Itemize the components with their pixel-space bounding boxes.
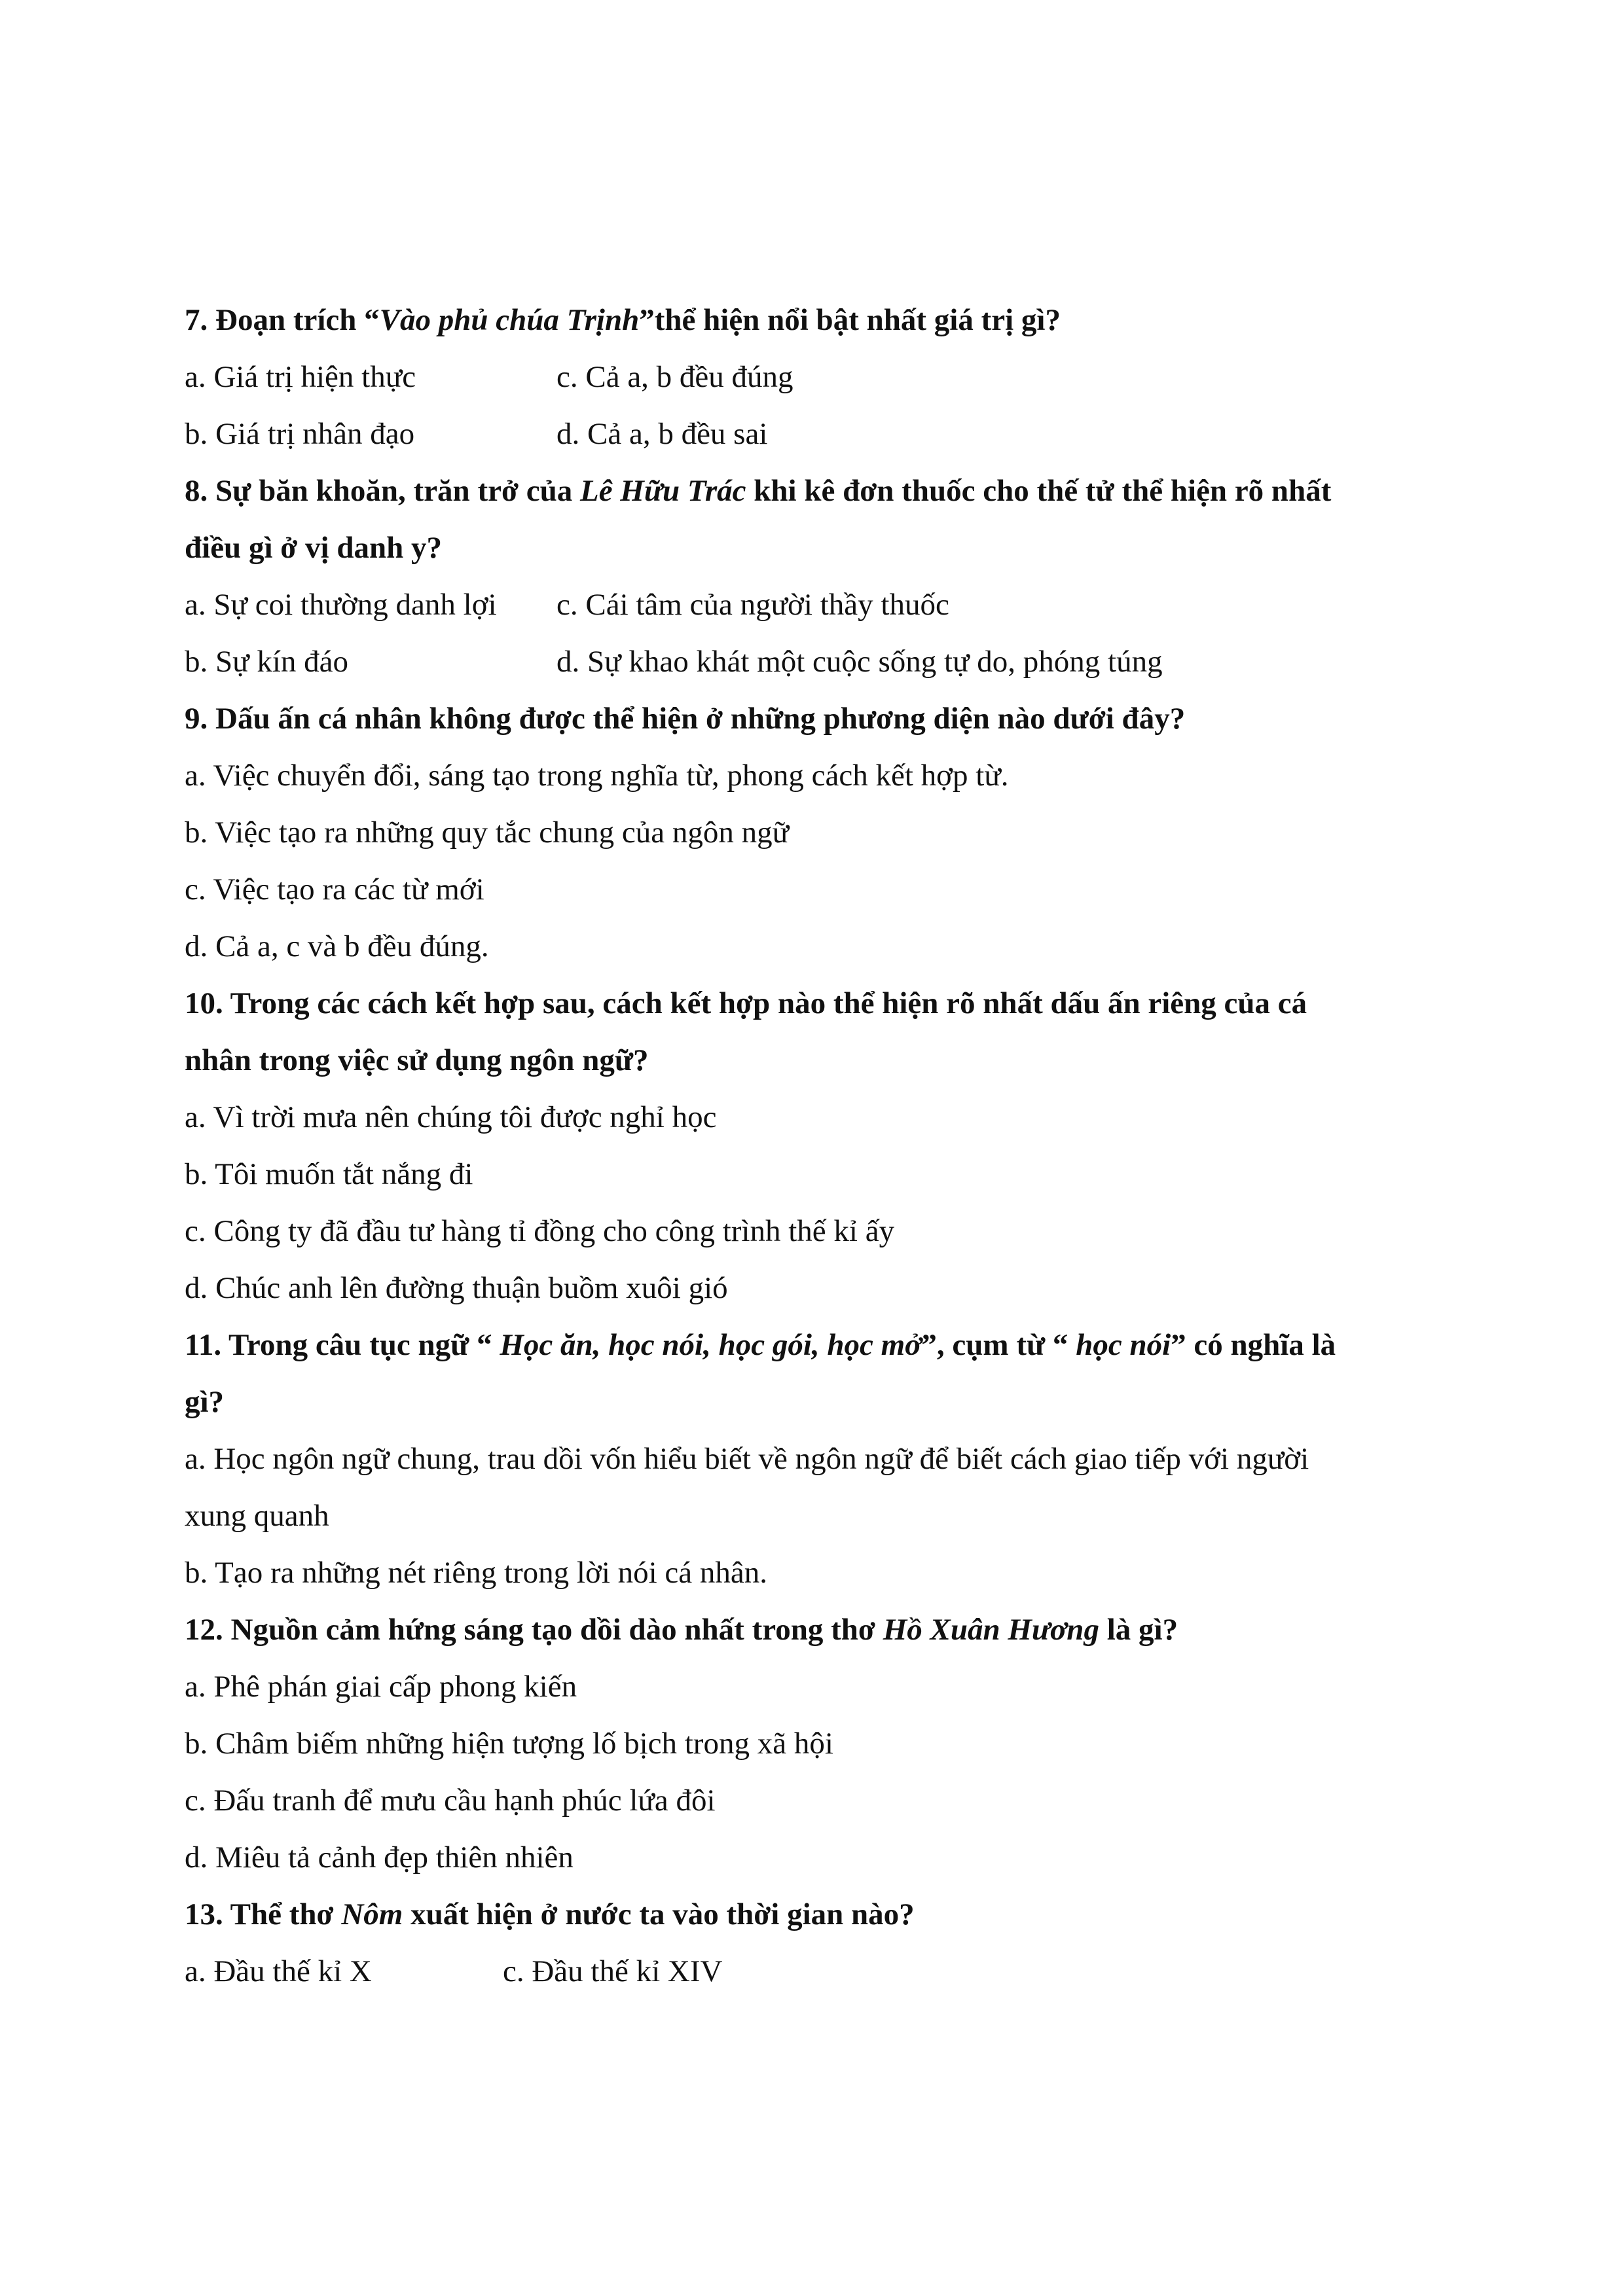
answer-12c: c. Đấu tranh để mưu cầu hạnh phúc lứa đôi [185,1784,716,1818]
answer-8c: c. Cái tâm của người thầy thuốc [556,588,949,622]
answer-11a-line2: xung quanh [185,1499,329,1533]
question-11-line2: gì? [185,1385,225,1419]
question-7: 7. Đoạn trích “Vào phủ chúa Trịnh”thể hiện nổi bật nhất giá trị gì? [185,303,1061,337]
answer-8d: d. Sự khao khát một cuộc sống tự do, phóng túng [556,645,1163,679]
question-11: 11. Trong câu tục ngữ “ Học ăn, học nói, học gói, học mở”, cụm từ “ học nói” có nghĩa là [185,1328,1336,1362]
question-12: 12. Nguồn cảm hứng sáng tạo dồi dào nhất trong thơ Hồ Xuân Hương là gì? [185,1613,1178,1647]
answer-10c: c. Công ty đã đầu tư hàng tỉ đồng cho công trình thế kỉ ấy [185,1214,895,1248]
question-8: 8. Sự băn khoăn, trăn trở của Lê Hữu Trác khi kê đơn thuốc cho thế tử thể hiện rõ nhất [185,474,1332,508]
answer-10a: a. Vì trời mưa nên chúng tôi được nghỉ học [185,1100,717,1134]
answer-12d: d. Miêu tả cảnh đẹp thiên nhiên [185,1840,574,1874]
answer-10b: b. Tôi muốn tắt nắng đi [185,1157,473,1191]
answer-7b: b. Giá trị nhân đạo [185,417,415,451]
answer-9d: d. Cả a, c và b đều đúng. [185,929,489,963]
answer-9c: c. Việc tạo ra các từ mới [185,872,484,906]
answer-11a: a. Học ngôn ngữ chung, trau dồi vốn hiểu biết về ngôn ngữ để biết cách giao tiếp với người [185,1442,1309,1476]
answer-7a: a. Giá trị hiện thực [185,360,416,394]
answer-9b: b. Việc tạo ra những quy tắc chung của ngôn ngữ [185,816,790,850]
answer-8a: a. Sự coi thường danh lợi [185,588,497,622]
answer-12b: b. Châm biếm những hiện tượng lố bịch trong xã hội [185,1727,833,1761]
answer-10d: d. Chúc anh lên đường thuận buồm xuôi gió [185,1271,728,1305]
answer-13c: c. Đầu thế kỉ XIV [503,1954,723,1988]
answer-7c: c. Cả a, b đều đúng [556,360,793,394]
question-10-line2: nhân trong việc sử dụng ngôn ngữ? [185,1043,649,1077]
answer-8b: b. Sự kín đáo [185,645,349,679]
question-8-line2: điều gì ở vị danh y? [185,531,443,565]
answer-13a: a. Đầu thế kỉ X [185,1954,372,1988]
question-9: 9. Dấu ấn cá nhân không được thể hiện ở những phương diện nào dưới đây? [185,702,1186,736]
question-10: 10. Trong các cách kết hợp sau, cách kết hợp nào thể hiện rõ nhất dấu ấn riêng của cá [185,986,1307,1020]
answer-9a: a. Việc chuyển đổi, sáng tạo trong nghĩa từ, phong cách kết hợp từ. [185,759,1009,793]
answer-7d: d. Cả a, b đều sai [556,417,768,451]
answer-12a: a. Phê phán giai cấp phong kiến [185,1670,577,1704]
answer-11b: b. Tạo ra những nét riêng trong lời nói cá nhân. [185,1556,768,1590]
question-13: 13. Thể thơ Nôm xuất hiện ở nước ta vào thời gian nào? [185,1897,915,1931]
